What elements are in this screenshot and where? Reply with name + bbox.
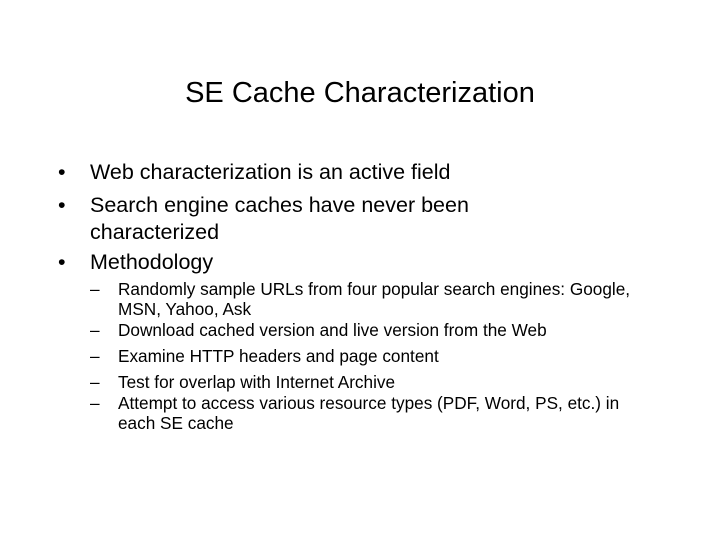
sub-bullet-text: Test for overlap with Internet Archive	[118, 372, 396, 392]
sub-bullet-item	[90, 393, 680, 433]
sub-bullet-item	[90, 279, 680, 319]
bullet-item	[58, 159, 698, 186]
bullet-text: Search engine caches have never been characterized	[90, 193, 469, 244]
sub-bullet-marker: –	[90, 320, 100, 340]
sub-bullet-text: Examine HTTP headers and page content	[118, 346, 439, 366]
bullet-item	[58, 192, 698, 246]
sub-bullet-item	[90, 320, 680, 340]
sub-bullet-marker: –	[90, 372, 100, 392]
sub-bullet-text: Randomly sample URLs from four popular search engines: Google, MSN, Yahoo, Ask	[118, 279, 631, 319]
bullet-text: Methodology	[90, 250, 214, 274]
sub-bullet-marker: –	[90, 393, 100, 413]
sub-bullet-item	[90, 346, 680, 366]
sub-bullet-text: Attempt to access various resource types (PDF, Word, PS, etc.) in each SE cache	[118, 393, 620, 433]
sub-bullet-marker: –	[90, 346, 100, 366]
bullet-marker: •	[58, 193, 66, 217]
sub-bullet-text: Download cached version and live version from the Web	[118, 320, 547, 340]
sub-bullet-list	[90, 279, 680, 438]
bullet-list	[58, 159, 698, 282]
bullet-marker: •	[58, 160, 66, 184]
bullet-marker: •	[58, 250, 66, 274]
slide-title: SE Cache Characterization	[185, 77, 535, 109]
bullet-item	[58, 249, 698, 276]
bullet-text: Web characterization is an active field	[90, 160, 451, 184]
sub-bullet-item	[90, 372, 680, 392]
sub-bullet-marker: –	[90, 279, 100, 299]
